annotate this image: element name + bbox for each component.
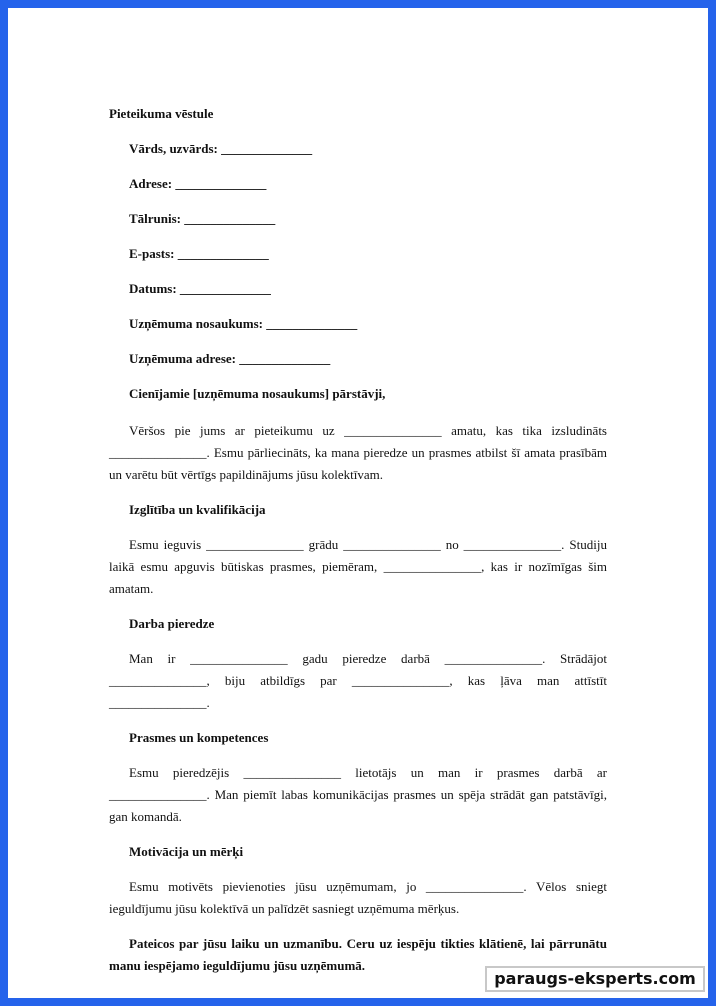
field-blank: ______________ — [179, 281, 271, 296]
field-label: Datums: — [129, 281, 177, 296]
field-date — [129, 281, 607, 316]
field-email — [129, 246, 607, 281]
field-blank: ______________ — [177, 246, 269, 261]
field-label: E-pasts: — [129, 246, 175, 261]
section-text-motivation: Esmu motivēts pievienoties jūsu uzņēmumam, jo _______________. Vēlos sniegt ieguldījumu jūsu kolektīvā un palīdzēt sasniegt uzņēmuma mērķus. — [109, 879, 607, 916]
section-heading-experience: Darba pieredze — [129, 616, 215, 631]
field-blank: ______________ — [239, 351, 331, 366]
field-company-name — [129, 316, 607, 351]
section-text-experience: Man ir _______________ gadu pieredze darbā _______________. Strādājot _______________, biju atbildīgs par _______________, kas ļāva man attīstīt _______________. — [109, 651, 607, 710]
field-name — [129, 141, 607, 176]
section-text-education: Esmu ieguvis _______________ grādu _______________ no _______________. Studiju laikā esmu apguvis būtiskas prasmes, piemēram, _______________, kas ir nozīmīgas šim amatam. — [109, 537, 607, 596]
closing-paragraph: Pateicos par jūsu laiku un uzmanību. Ceru uz iespēju tikties klātienē, lai pārrunātu manu iespējamo ieguldījumu jūsu uzņēmumā. — [109, 936, 607, 973]
section-heading-skills: Prasmes un kompetences — [129, 730, 269, 745]
section-heading-motivation: Motivācija un mērķi — [129, 844, 244, 859]
watermark-label: paraugs-eksperts.com — [485, 966, 705, 992]
field-blank: ______________ — [266, 316, 358, 331]
intro-paragraph: Vēršos pie jums ar pieteikumu uz _______________ amatu, kas tika izsludināts _______________. Esmu pārliecināts, ka mana pieredze un prasmes atbilst šī amata prasībām un varētu būt vērtīgs papildinājums jūsu kolektīvam. — [109, 423, 607, 482]
field-label: Tālrunis: — [129, 211, 182, 226]
field-company-address — [129, 351, 607, 386]
field-blank: ______________ — [221, 141, 313, 156]
field-label: Adrese: — [129, 176, 173, 191]
field-label: Vārds, uzvārds: — [129, 141, 218, 156]
field-address — [129, 176, 607, 211]
field-label: Uzņēmuma adrese: — [129, 351, 236, 366]
letter-document — [109, 106, 607, 977]
section-text-skills: Esmu pieredzējis _______________ lietotājs un man ir prasmes darbā ar _______________. Man piemīt labas komunikācijas prasmes un spēja strādāt gan patstāvīgi, gan komandā. — [109, 765, 607, 824]
section-heading-education: Izglītība un kvalifikācija — [129, 502, 266, 517]
greeting: Cienījamie [uzņēmuma nosaukums] pārstāvji, — [129, 386, 386, 401]
field-blank: ______________ — [184, 211, 276, 226]
field-blank: ______________ — [175, 176, 267, 191]
field-label: Uzņēmuma nosaukums: — [129, 316, 263, 331]
field-phone — [129, 211, 607, 246]
document-title: Pieteikuma vēstule — [109, 106, 214, 121]
